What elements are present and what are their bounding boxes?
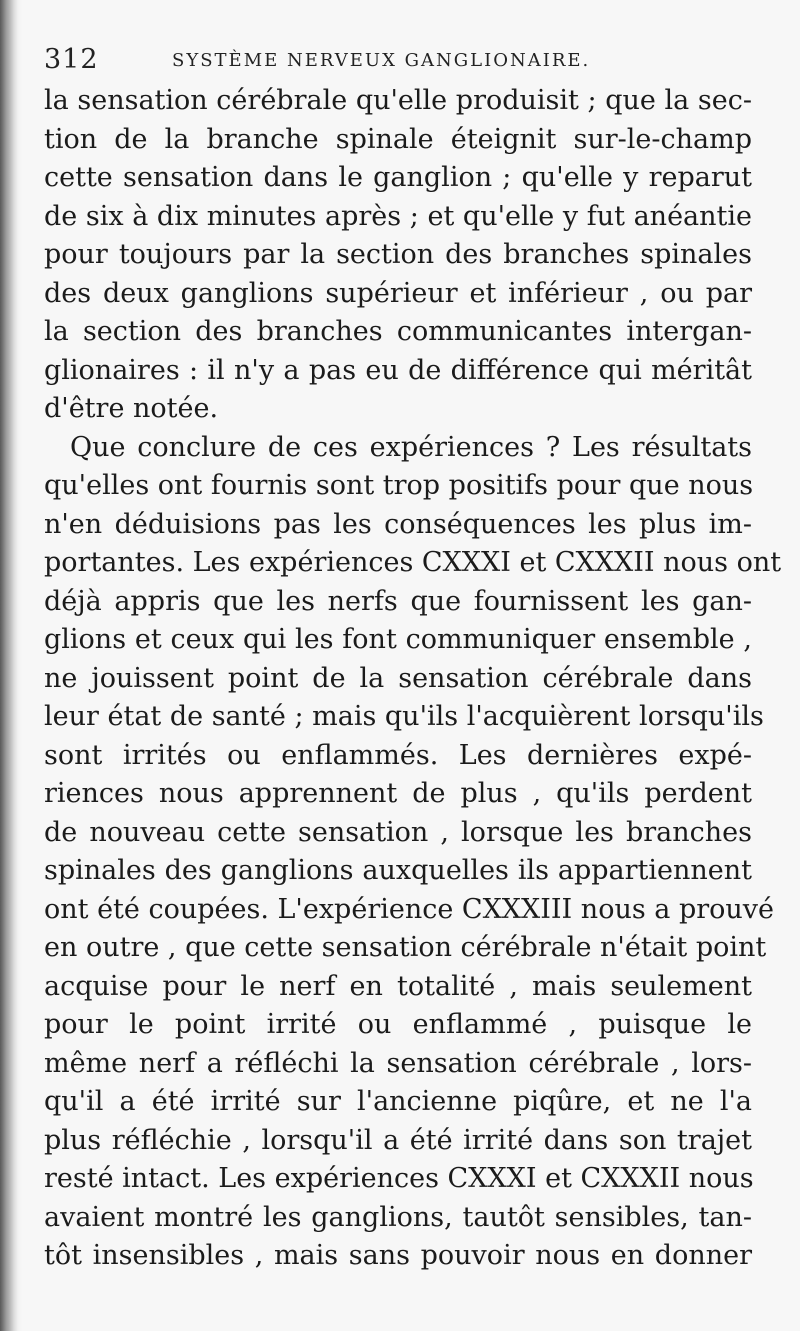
text-line: ont été coupées. L'expérience CXXXIII nous a prouvé xyxy=(44,893,775,925)
text-line: portantes. Les expériences CXXXI et CXXXII nous ont xyxy=(44,547,782,578)
text-line: avaient montré les ganglions, tautôt sensibles, tan- xyxy=(44,1201,752,1233)
text-line: pour toujours par la section des branches spinales xyxy=(44,239,752,270)
text-line: riences nous apprennent de plus , qu'ils perdent xyxy=(44,778,752,809)
text-line: Que conclure de ces expériences ? Les résultats xyxy=(70,431,752,463)
text-line: spinales des ganglions auxquelles ils appartiennent xyxy=(44,855,752,886)
text-line: pour le point irrité ou enflammé , puisque le xyxy=(44,1009,752,1040)
page-header xyxy=(44,44,624,80)
text-line: d'être notée. xyxy=(44,393,219,424)
text-line: qu'elles ont fournis sont trop positifs pour que nous xyxy=(44,470,754,501)
text-line: même nerf a réfléchi la sensation cérébrale , lors- xyxy=(44,1047,752,1079)
text-line: cette sensation dans le ganglion ; qu'elle y reparut xyxy=(44,162,752,193)
page-edge-shadow xyxy=(0,0,18,1331)
text-line: la section des branches communicantes intergan- xyxy=(44,316,752,347)
page-number: 312 xyxy=(44,44,99,75)
text-line: qu'il a été irrité sur l'ancienne piqûre, et ne l'a xyxy=(44,1086,752,1117)
text-line: glionaires : il n'y a pas eu de différence qui méritât xyxy=(44,354,752,386)
text-line: tôt insensibles , mais sans pouvoir nous en donner xyxy=(44,1240,752,1271)
text-line: sont irrités ou enflammés. Les dernières expé- xyxy=(44,739,752,771)
running-head: SYSTÈME NERVEUX GANGLIONAIRE. xyxy=(172,50,591,71)
text-line: acquise pour le nerf en totalité , mais seulement xyxy=(44,970,752,1002)
text-line: tion de la branche spinale éteignit sur-le-champ xyxy=(44,123,752,155)
text-line: ne jouissent point de la sensation cérébrale dans xyxy=(44,662,752,694)
text-line: de six à dix minutes après ; et qu'elle y fut anéantie xyxy=(44,200,752,232)
text-line: de nouveau cette sensation , lorsque les branches xyxy=(44,816,752,848)
text-line: n'en déduisions pas les conséquences les plus im- xyxy=(44,508,752,540)
text-line: déjà appris que les nerfs que fournissent les gan- xyxy=(44,585,752,617)
text-line: leur état de santé ; mais qu'ils l'acquièrent lorsqu'ils xyxy=(44,701,764,732)
text-line: en outre , que cette sensation cérébrale n'était point xyxy=(44,932,767,963)
text-line: glions et ceux qui les font communiquer ensemble , xyxy=(44,624,752,655)
text-line: resté intact. Les expériences CXXXI et CXXXII nous xyxy=(44,1163,754,1194)
text-line: des deux ganglions supérieur et inférieur , ou par xyxy=(44,277,752,309)
text-line: la sensation cérébrale qu'elle produisit ; que la sec- xyxy=(44,85,752,116)
text-line: plus réfléchie , lorsqu'il a été irrité dans son trajet xyxy=(44,1124,752,1156)
body-text xyxy=(44,82,782,1276)
